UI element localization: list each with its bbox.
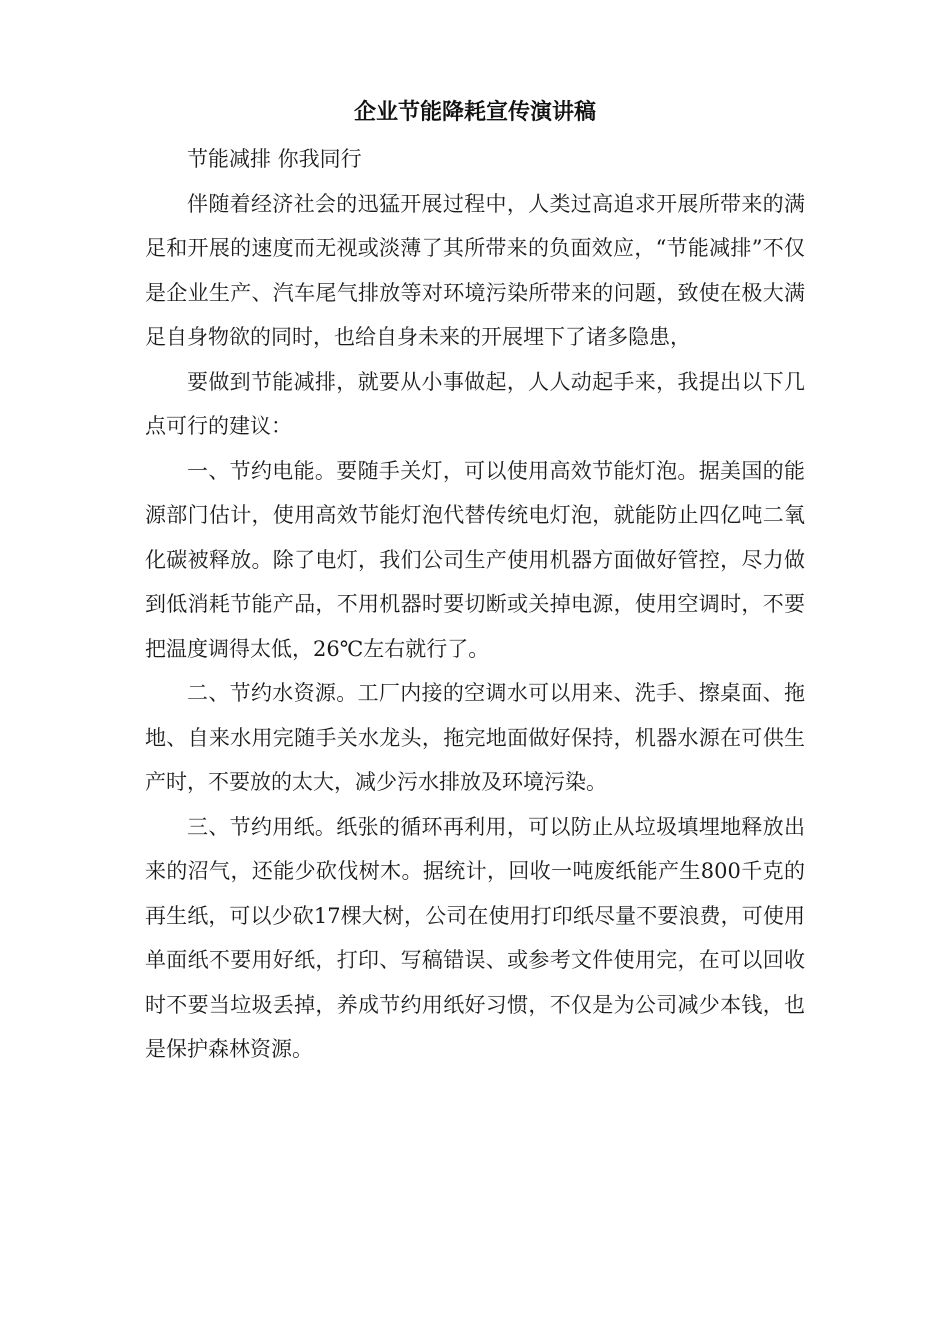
intro-paragraph: 伴随着经济社会的迅猛开展过程中，人类过高追求开展所带来的满足和开展的速度而无视或淡薄了其所带来的负面效应，“节能减排”不仅是企业生产、汽车尾气排放等对环境污染所带来的问题，致使在极大满足自身物欲的同时，也给自身未来的开展埋下了诸多隐患， [145, 191, 805, 349]
water-paragraph: 二、节约水资源。工厂内接的空调水可以用来、洗手、擦桌面、拖地、自来水用完随手关水龙头，拖完地面做好保持，机器水源在可供生产时，不要放的太大，减少污水排放及环境污染。 [145, 681, 805, 794]
subtitle-paragraph: 节能减排 你我同行 [187, 147, 362, 171]
document-title: 企业节能降耗宣传演讲稿 [353, 99, 596, 125]
document-body [145, 137, 805, 1072]
electricity-paragraph: 一、节约电能。要随手关灯，可以使用高效节能灯泡。据美国的能源部门估计，使用高效节能灯泡代替传统电灯泡，就能防止四亿吨二氧化碳被释放。除了电灯，我们公司生产使用机器方面做好管控，尽力做到低消耗节能产品，不用机器时要切断或关掉电源，使用空调时，不要把温度调得太低，26℃左右就行了。 [145, 458, 805, 661]
paper-paragraph: 三、节约用纸。纸张的循环再利用，可以防止从垃圾填埋地释放出来的沼气，还能少砍伐树木。据统计，回收一吨废纸能产生800千克的再生纸，可以少砍17棵大树，公司在使用打印纸尽量不要浪费，可使用单面纸不要用好纸，打印、写稿错误、或参考文件使用完，在可以回收时不要当垃圾丢掉，养成节约用纸好习惯，不仅是为公司减少本钱，也是保护森林资源。 [145, 814, 805, 1061]
proposal-paragraph: 要做到节能减排，就要从小事做起，人人动起手来，我提出以下几点可行的建议： [145, 369, 805, 438]
